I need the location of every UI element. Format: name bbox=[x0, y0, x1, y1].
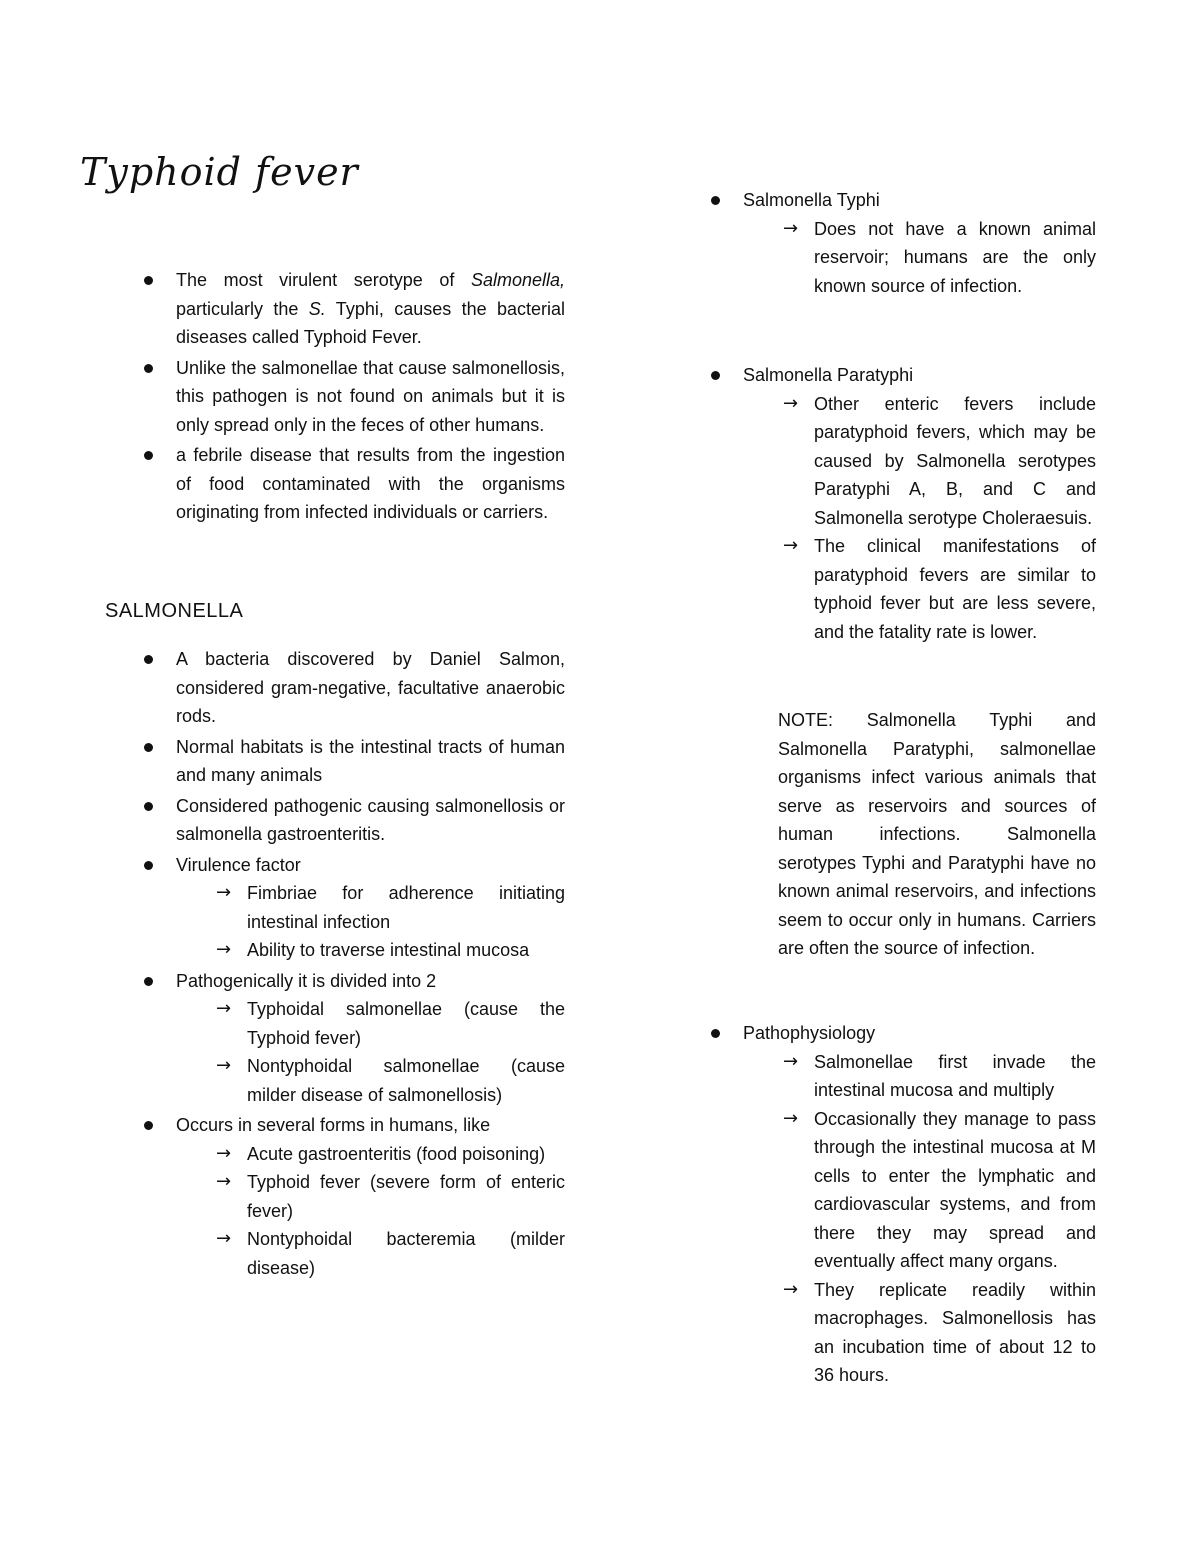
sub-item-text: Ability to traverse intestinal mucosa bbox=[247, 940, 530, 960]
sub-item-text: Salmonellae first invade the intestinal mucosa and multiply bbox=[814, 1051, 1096, 1100]
list-item bbox=[672, 1019, 1096, 1390]
sub-list-item bbox=[176, 1140, 565, 1169]
list-item bbox=[105, 792, 565, 849]
sub-list-item bbox=[743, 390, 1096, 533]
bullet-dot-icon bbox=[144, 802, 153, 811]
arrow-right-icon: → bbox=[783, 1107, 799, 1129]
intro-list bbox=[105, 266, 565, 529]
arrow-right-icon: → bbox=[216, 1142, 232, 1164]
bullet-dot-icon bbox=[711, 1029, 720, 1038]
list-item bbox=[105, 851, 565, 965]
sub-list bbox=[176, 879, 565, 965]
sub-list-item bbox=[743, 215, 1096, 301]
arrow-right-icon: → bbox=[216, 1055, 232, 1076]
arrow-right-icon: → bbox=[216, 998, 232, 1019]
document-title: Typhoid fever bbox=[80, 150, 359, 194]
sub-item-text: Nontyphoidal salmonellae (cause milder disease of salmonellosis) bbox=[247, 1056, 565, 1105]
sub-list bbox=[176, 1140, 565, 1283]
sub-item-text: They replicate readily within macrophages. Salmonellosis has an incubation time of about 12 to 36 hours. bbox=[814, 1279, 1096, 1385]
list-item bbox=[105, 1111, 565, 1282]
bullet-dot-icon bbox=[144, 861, 153, 870]
bullet-dot-icon bbox=[711, 196, 720, 205]
list-item bbox=[105, 645, 565, 731]
bullet-text: Considered pathogenic causing salmonellosis or salmonella gastroenteritis. bbox=[176, 795, 565, 844]
sub-list-item bbox=[176, 995, 565, 1052]
list-item bbox=[105, 266, 565, 352]
text-run: particularly the bbox=[176, 298, 309, 319]
salmonella-list bbox=[105, 645, 565, 1284]
bullet-dot-icon bbox=[144, 451, 153, 460]
bullet-text: A bacteria discovered by Daniel Salmon, considered gram-negative, facultative anaerobic rods. bbox=[176, 649, 565, 726]
list-item bbox=[105, 441, 565, 527]
sub-item-text: Nontyphoidal bacteremia (milder disease) bbox=[247, 1229, 565, 1278]
arrow-right-icon: → bbox=[783, 217, 799, 239]
italic-genus-abbrev: S. bbox=[308, 298, 326, 319]
list-item bbox=[105, 733, 565, 790]
arrow-right-icon: → bbox=[216, 1228, 232, 1249]
arrow-right-icon: → bbox=[783, 535, 799, 556]
pathophysiology-list bbox=[672, 1019, 1096, 1392]
arrow-right-icon: → bbox=[216, 882, 232, 903]
bullet-text: Salmonella Paratyphi bbox=[743, 365, 914, 385]
bullet-dot-icon bbox=[144, 977, 153, 986]
bullet-text: a febrile disease that results from the ingestion of food contaminated with the organisms originating from infected individuals or carriers. bbox=[176, 445, 565, 522]
sub-item-text: Typhoidal salmonellae (cause the Typhoid fever) bbox=[247, 999, 565, 1048]
bullet-text: Pathophysiology bbox=[743, 1023, 876, 1043]
sub-item-text: Occasionally they manage to pass through the intestinal mucosa at M cells to enter the lymphatic and cardiovascular systems, and from there they may spread and eventually affect many organs. bbox=[814, 1108, 1096, 1271]
sub-list-item bbox=[743, 1105, 1096, 1276]
text-run: The most virulent serotype of bbox=[176, 270, 471, 290]
bullet-dot-icon bbox=[144, 743, 153, 752]
sub-list-item bbox=[176, 879, 565, 936]
bullet-text: Unlike the salmonellae that cause salmonellosis, this pathogen is not found on animals but it is only spread only in the feces of other humans. bbox=[176, 357, 565, 435]
list-item bbox=[105, 967, 565, 1110]
sub-list bbox=[743, 390, 1096, 647]
sub-list-item bbox=[743, 1048, 1096, 1105]
bullet-dot-icon bbox=[144, 276, 153, 285]
bullet-dot-icon bbox=[144, 1121, 153, 1130]
sub-item-text: Other enteric fevers include paratyphoid fevers, which may be caused by Salmonella serotypes Paratyphi A, B, and C and Salmonella serotype Choleraesuis. bbox=[814, 393, 1096, 528]
arrow-right-icon: → bbox=[783, 392, 799, 414]
sub-list bbox=[743, 1048, 1096, 1390]
arrow-right-icon: → bbox=[783, 1278, 799, 1300]
sub-list bbox=[176, 995, 565, 1109]
bullet-text: Pathogenically it is divided into 2 bbox=[176, 970, 437, 991]
paratyphi-list bbox=[672, 361, 1096, 648]
sub-item-text: Acute gastroenteritis (food poisoning) bbox=[247, 1143, 546, 1164]
sub-list bbox=[743, 215, 1096, 301]
sub-list-item bbox=[176, 1168, 565, 1225]
bullet-text: Occurs in several forms in humans, like bbox=[176, 1115, 491, 1135]
list-item bbox=[672, 186, 1096, 300]
section-heading-salmonella: SALMONELLA bbox=[105, 600, 244, 622]
sub-list-item bbox=[176, 936, 565, 965]
sub-list-item bbox=[743, 1276, 1096, 1390]
bullet-dot-icon bbox=[144, 655, 153, 664]
bullet-text: Virulence factor bbox=[176, 854, 301, 875]
text-run: Typhi, causes the bacterial diseases called Typhoid Fever. bbox=[176, 298, 565, 347]
bullet-text: Salmonella Typhi bbox=[743, 190, 880, 210]
arrow-right-icon: → bbox=[783, 1050, 799, 1072]
bullet-text bbox=[176, 266, 565, 352]
bullet-dot-icon bbox=[144, 364, 153, 373]
arrow-right-icon: → bbox=[216, 939, 232, 960]
sub-list-item bbox=[176, 1225, 565, 1282]
italic-genus: Salmonella, bbox=[470, 270, 565, 290]
sub-list-item bbox=[176, 1052, 565, 1109]
sub-list-item bbox=[743, 532, 1096, 646]
sub-item-text: Fimbriae for adherence initiating intestinal infection bbox=[247, 883, 565, 932]
list-item bbox=[672, 361, 1096, 646]
sub-item-text: Does not have a known animal reservoir; humans are the only known source of infection. bbox=[814, 218, 1096, 296]
note-paragraph: NOTE: Salmonella Typhi and Salmonella Paratyphi, salmonellae organisms infect various animals that serve as reservoirs and sources of human infections. Salmonella serotypes Typhi and Paratyphi have no known animal reservoirs, and infections seem to occur only in humans. Carriers are often the source of infection. bbox=[778, 710, 1096, 958]
bullet-dot-icon bbox=[711, 371, 720, 380]
sub-item-text: The clinical manifestations of paratyphoid fevers are similar to typhoid fever but are less severe, and the fatality rate is lower. bbox=[814, 536, 1096, 642]
sub-item-text: Typhoid fever (severe form of enteric fever) bbox=[247, 1172, 565, 1221]
typhi-list bbox=[672, 186, 1096, 302]
arrow-right-icon: → bbox=[216, 1171, 232, 1192]
bullet-text: Normal habitats is the intestinal tracts of human and many animals bbox=[176, 736, 565, 785]
list-item bbox=[105, 354, 565, 440]
